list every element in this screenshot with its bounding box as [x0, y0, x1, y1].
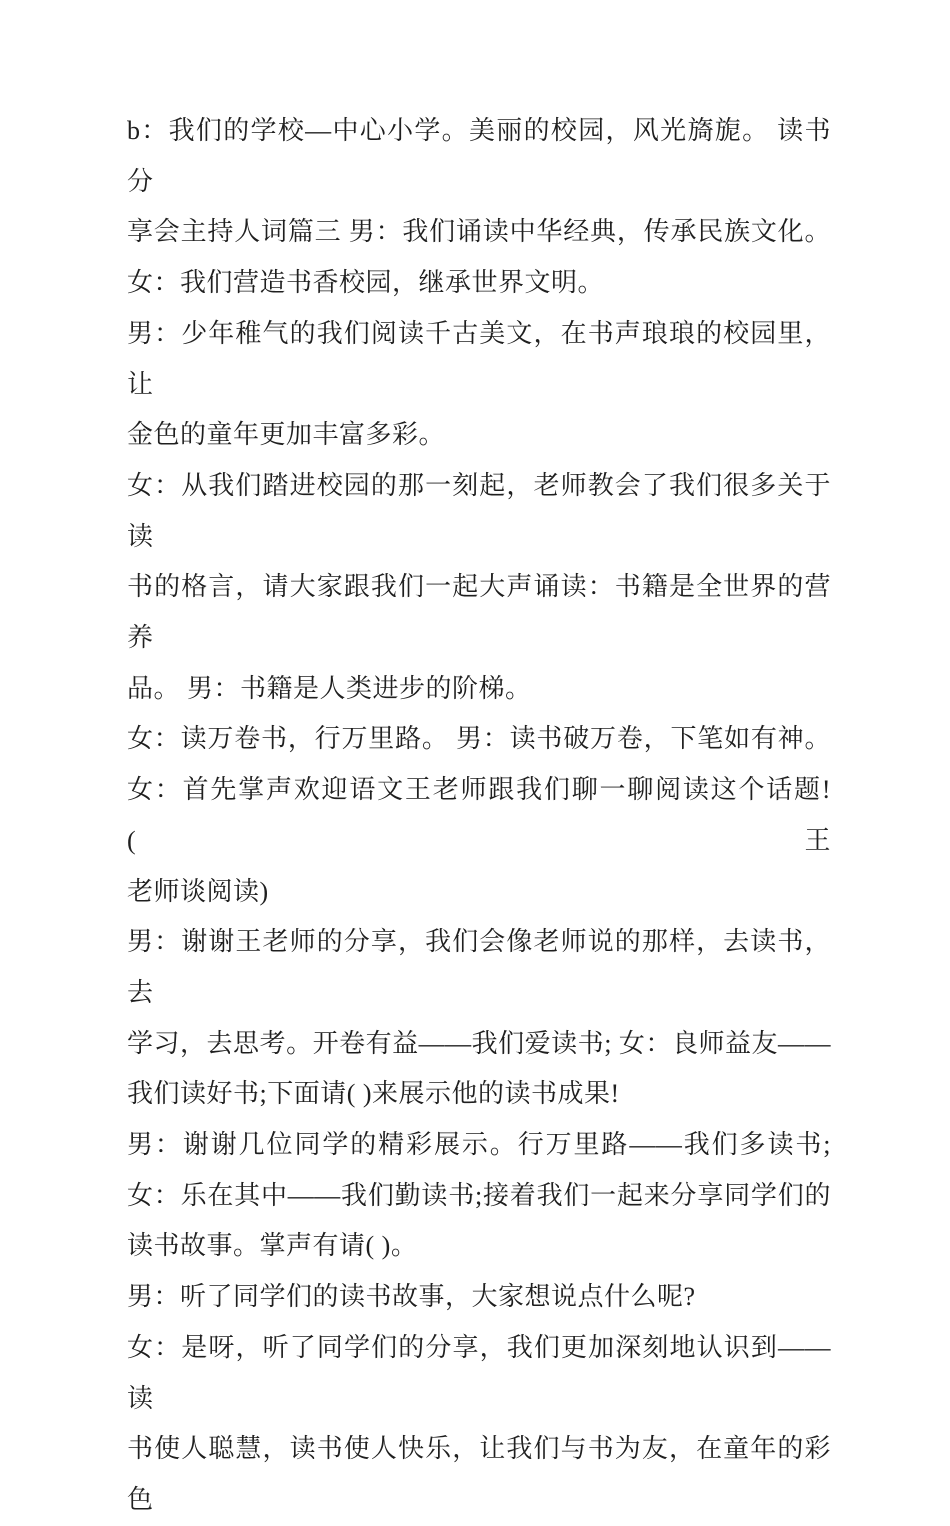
text-line: 金色的童年更加丰富多彩。 — [127, 420, 446, 450]
text-line: 女：我们营造书香校园，继承世界文明。 — [127, 268, 605, 298]
text-line: 学习，去思考。开卷有益——我们爱读书; 女：良师益友—— — [127, 1028, 831, 1058]
text-line: 男：谢谢王老师的分享，我们会像老师说的那样，去读书，去 — [127, 927, 831, 1007]
text-line: 男：谢谢几位同学的精彩展示。行万里路——我们多读书; — [127, 1130, 831, 1160]
document-text-block — [127, 106, 831, 1526]
text-line: 女：是呀，听了同学们的分享，我们更加深刻地认识到——读 — [127, 1332, 831, 1413]
text-line: 读书故事。掌声有请( )。 — [127, 1231, 418, 1261]
text-line: b：我们的学校—中心小学。美丽的校园，风光旖旎。 读书分 — [127, 116, 831, 196]
text-line: 女：从我们踏进校园的那一刻起，老师教会了我们很多关于读 — [127, 470, 831, 551]
text-line: 书使人聪慧，读书使人快乐，让我们与书为友，在童年的彩色 — [127, 1434, 831, 1514]
text-line: 享会主持人词篇三 男：我们诵读中华经典，传承民族文化。 — [127, 217, 831, 247]
text-line: 书的格言，请大家跟我们一起大声诵读：书籍是全世界的营养 — [127, 572, 831, 653]
text-line: 男：少年稚气的我们阅读千古美文，在书声琅琅的校园里，让 — [127, 318, 831, 399]
text-line: 老师谈阅读) — [127, 876, 269, 906]
text-line: 男：听了同学们的读书故事，大家想说点什么呢? — [127, 1282, 696, 1312]
text-line: 我们读好书;下面请( )来展示他的读书成果! — [127, 1079, 620, 1109]
text-line: 品。 男：书籍是人类进步的阶梯。 — [127, 673, 532, 703]
text-line: 女：读万卷书，行万里路。 男：读书破万卷，下笔如有神。 — [127, 724, 831, 754]
text-line: 女：首先掌声欢迎语文王老师跟我们聊一聊阅读这个话题! (王 — [127, 775, 831, 855]
text-line: 女：乐在其中——我们勤读书;接着我们一起来分享同学们的 — [127, 1180, 831, 1210]
